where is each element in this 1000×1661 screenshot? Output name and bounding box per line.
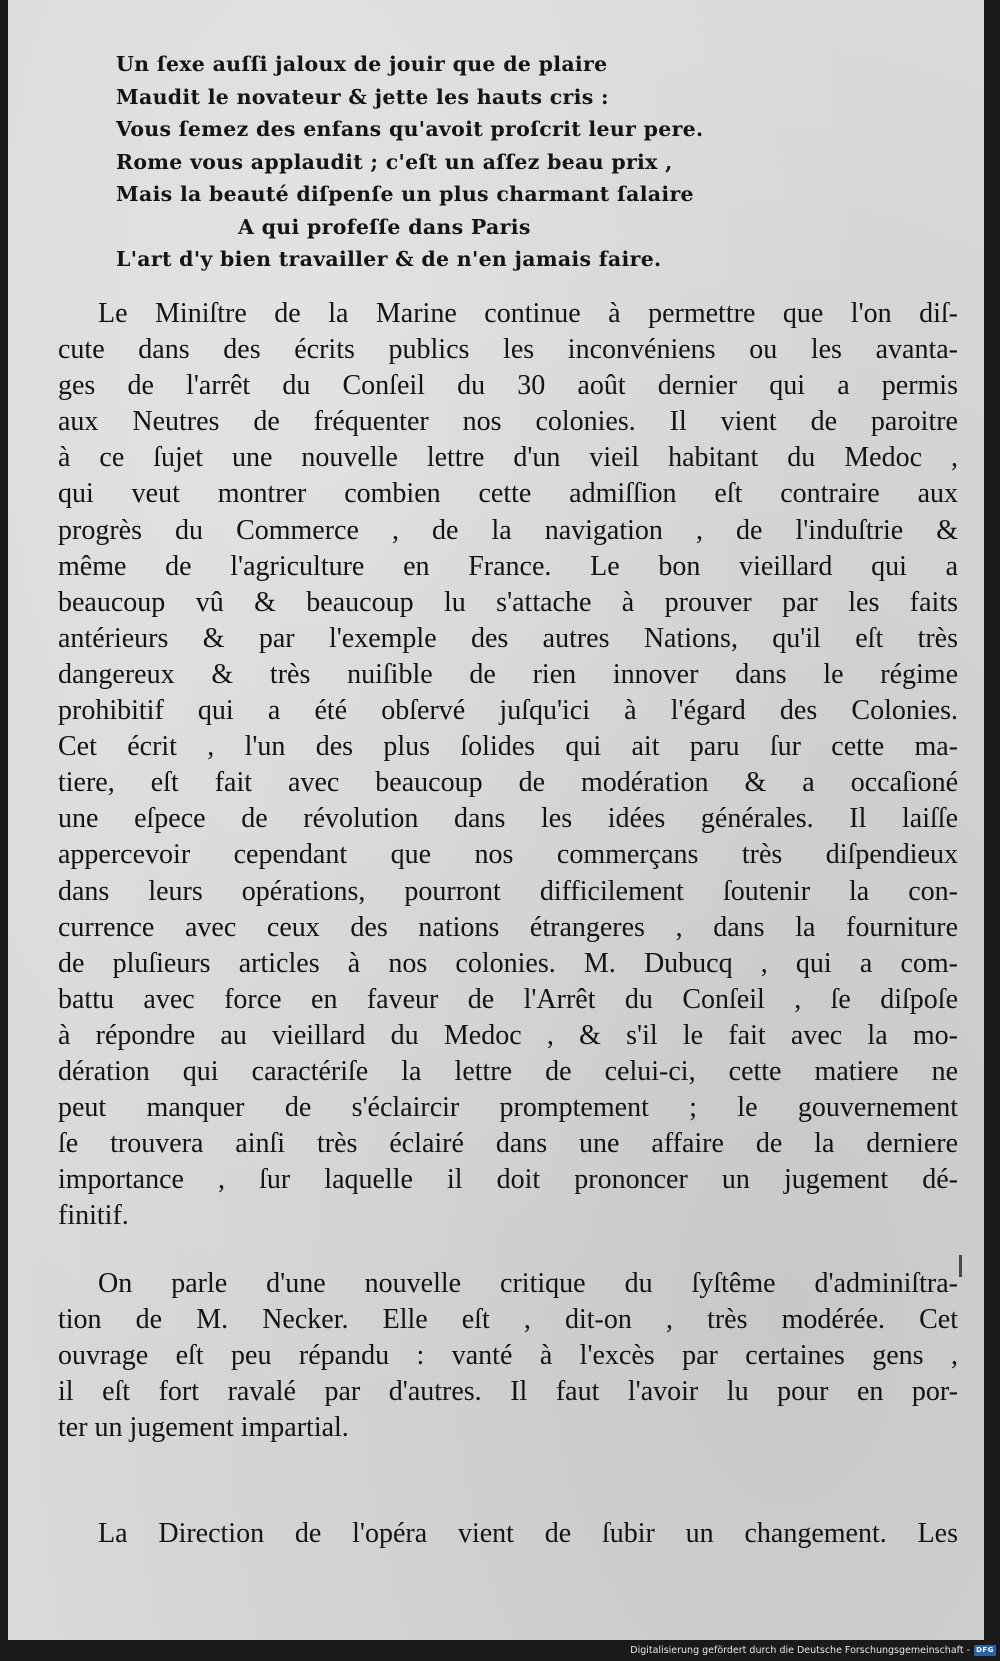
paragraph-line: prohibitif qui a été obſervé juſqu'ici à l'égard des Colonies.	[58, 695, 958, 727]
paragraph-line: ſe trouvera ainſi très éclairé dans une affaire de la derniere	[58, 1128, 958, 1160]
poem-line: Maudit le novateur & jette les hauts cris :	[116, 84, 609, 109]
paragraph-line: battu avec force en faveur de l'Arrêt du Conſeil , ſe diſpoſe	[58, 983, 958, 1015]
poem-block	[116, 48, 776, 276]
paragraph-line: beaucoup vû & beaucoup lu s'attache à prouver par les faits	[58, 586, 958, 618]
paragraph-line: antérieurs & par l'exemple des autres Nations, qu'il eſt très	[58, 622, 958, 654]
poem-line: Mais la beauté diſpenſe un plus charmant ſalaire	[116, 182, 694, 206]
paragraph-line: dans leurs opérations, pourront difficilement ſoutenir la con-	[58, 875, 958, 907]
digitization-credit	[630, 1643, 996, 1657]
paragraph-line: même de l'agriculture en France. Le bon vieillard qui a	[58, 550, 958, 582]
paragraph-line: Le Miniſtre de la Marine continue à permettre que l'on diſ-	[98, 298, 958, 329]
paragraph-line: progrès du Commerce , de la navigation , de l'induſtrie &	[58, 514, 958, 546]
poem-line: Vous ſemez des enfans qu'avoit proſcrit leur pere.	[116, 117, 704, 141]
paragraph-line: de pluſieurs articles à nos colonies. M. Dubucq , qui a com-	[58, 947, 958, 979]
paragraph-marine-ministry	[58, 296, 958, 1234]
paragraph-line: Cet écrit , l'un des plus ſolides qui ait paru ſur cette ma-	[58, 731, 958, 763]
paragraph-necker-critique	[58, 1266, 958, 1446]
paragraph-line: On parle d'une nouvelle critique du ſyſtême d'adminiſtra-	[98, 1268, 958, 1299]
paragraph-line: ter un jugement impartial.	[58, 1412, 349, 1444]
paragraph-line: peut manquer de s'éclaircir promptement ; le gouvernement	[58, 1092, 958, 1124]
paragraph-line: à ce ſujet une nouvelle lettre d'un vieil habitant du Medoc ,	[58, 442, 958, 474]
paragraph-line: finitif.	[58, 1200, 129, 1232]
paragraph-opera-direction	[58, 1516, 958, 1552]
paragraph-line: ouvrage eſt peu répandu : vanté à l'excès par certaines gens ,	[58, 1340, 958, 1372]
paragraph-line: dération qui caractériſe la lettre de celui-ci, cette matiere ne	[58, 1055, 958, 1087]
margin-mark	[959, 1255, 962, 1277]
paragraph-line: il eſt fort ravalé par d'autres. Il faut l'avoir lu pour en por-	[58, 1376, 958, 1408]
paragraph-line: cute dans des écrits publics les inconvéniens ou les avanta-	[58, 334, 958, 366]
poem-line-indented: A qui profeſſe dans Paris	[238, 214, 531, 239]
paragraph-line: dangereux & très nuiſible de rien innover dans le régime	[58, 658, 958, 690]
paragraph-line: importance , ſur laquelle il doit prononcer un jugement dé-	[58, 1164, 958, 1196]
paragraph-line: qui veut montrer combien cette admiſſion eſt contraire aux	[58, 478, 958, 510]
paragraph-line: tiere, eſt fait avec beaucoup de modération & a occaſioné	[58, 767, 958, 799]
dfg-logo-icon: DFG	[974, 1645, 996, 1656]
paragraph-line: à répondre au vieillard du Medoc , & s'il le fait avec la mo-	[58, 1019, 958, 1051]
poem-line: L'art d'y bien travailler & de n'en jamais faire.	[116, 247, 662, 271]
paragraph-line: appercevoir cependant que nos commerçans très diſpendieux	[58, 839, 958, 871]
poem-line: Rome vous applaudit ; c'eſt un aſſez beau prix ,	[116, 149, 673, 174]
scanned-page	[8, 0, 984, 1640]
paragraph-line: aux Neutres de fréquenter nos colonies. Il vient de paroitre	[58, 406, 958, 438]
paragraph-line: tion de M. Necker. Elle eſt , dit-on , très modérée. Cet	[58, 1304, 958, 1336]
paragraph-line: La Direction de l'opéra vient de ſubir un changement. Les	[98, 1518, 958, 1549]
poem-line: Un ſexe auſſi jaloux de jouir que de plaire	[116, 52, 608, 76]
paragraph-line: une eſpece de révolution dans les idées générales. Il laiſſe	[58, 803, 958, 835]
paragraph-line: currence avec ceux des nations étrangeres , dans la fourniture	[58, 911, 958, 943]
credit-text: Digitalisierung gefördert durch die Deutsche Forschungsgemeinschaft -	[630, 1644, 970, 1656]
paragraph-line: ges de l'arrêt du Conſeil du 30 août dernier qui a permis	[58, 370, 958, 402]
